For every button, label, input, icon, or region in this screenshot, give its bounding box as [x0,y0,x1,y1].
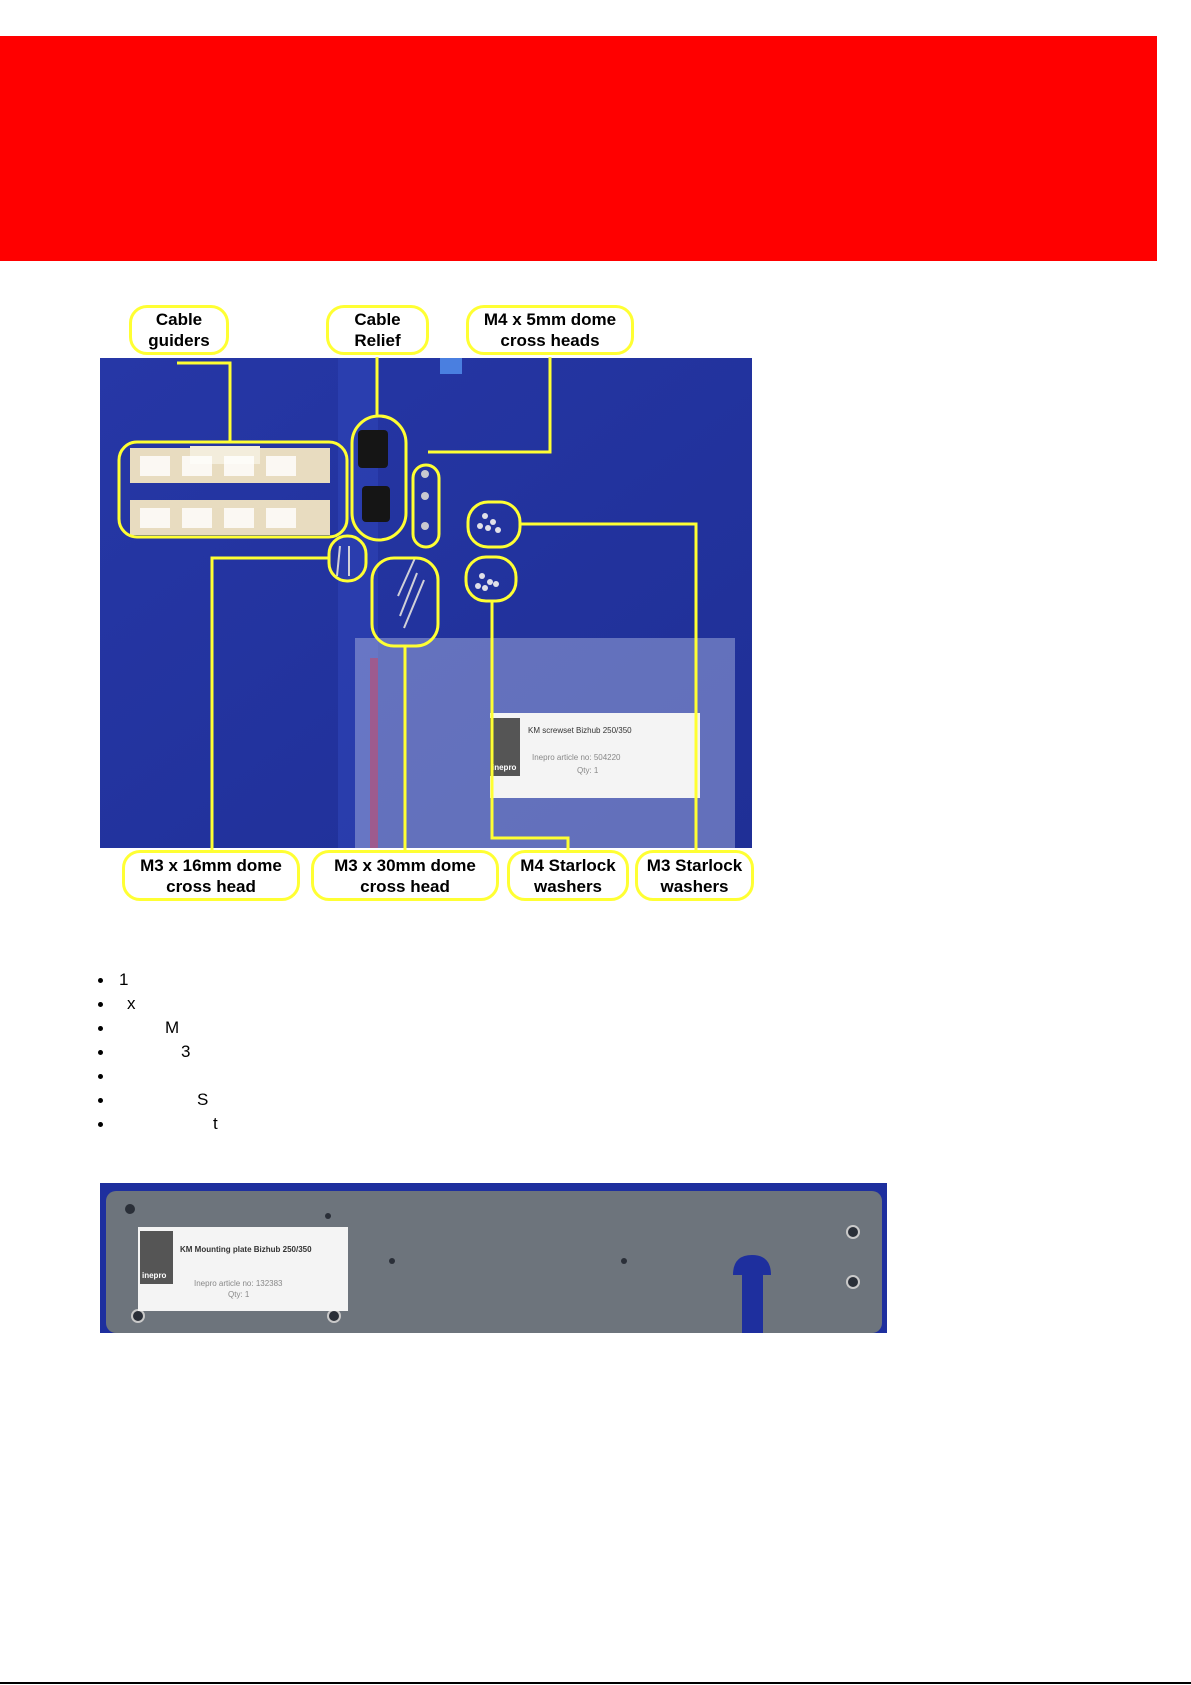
callout-m4-dome [466,305,634,355]
callout-line: M4 x 5mm dome [483,310,617,329]
list-item [95,1040,218,1064]
callout-line: Relief [354,331,401,350]
list-item [95,1088,218,1112]
list-item-text: t [213,1114,218,1133]
callout-cable-guiders [129,305,229,355]
bag-label-title: KM screwset Bizhub 250/350 [528,726,632,735]
callout-m3-30mm [311,850,499,901]
list-item [95,1064,218,1088]
callout-m4-starlock [507,850,629,901]
list-item [95,992,218,1016]
bag-label [490,713,700,798]
list-item-text: x [127,994,136,1013]
bullet-dot [98,978,103,983]
list-item-text: S [197,1090,209,1109]
callout-m3-16mm [122,850,300,901]
mounting-plate-art [100,1183,887,1333]
callout-line: M3 x 16mm dome [140,855,282,875]
bullet-dot [98,1122,103,1127]
screwset-photo [100,358,752,848]
callout-m3-starlock [635,850,754,901]
bullet-dot [98,1026,103,1031]
header-banner [0,36,1157,261]
callout-line: M3 Starlock [646,855,743,875]
plate-label-qty: Qty: 1 [228,1290,250,1299]
bullet-dot [98,1074,103,1079]
callout-line: cross head [166,876,256,896]
callout-line: washers [533,876,603,896]
callout-line: cross heads [500,331,600,350]
bullet-dot [98,1098,103,1103]
bag-label-qty: Qty: 1 [577,766,599,775]
bag-label-brand: inepro [492,763,517,772]
bullet-dot [98,1002,103,1007]
callout-line: washers [660,876,729,896]
callout-line: Cable [354,310,401,329]
callout-line: M3 x 30mm dome [334,855,476,875]
list-item-text: M [165,1018,180,1037]
plate-label-article: Inepro article no: 132383 [194,1279,283,1288]
plate-label-brand: inepro [142,1271,167,1280]
bag-label-article: Inepro article no: 504220 [532,753,621,762]
plate-label-title: KM Mounting plate Bizhub 250/350 [180,1245,312,1254]
list-item [95,968,218,992]
parts-bullet-list [95,968,218,1136]
list-item [95,1016,218,1040]
callout-line: cross head [360,876,450,896]
screwset-photo-art [100,358,752,848]
list-item-text: 3 [181,1042,191,1061]
bullet-dot [98,1050,103,1055]
footer-rule [0,1682,1191,1684]
callout-line: M4 Starlock [520,855,616,875]
list-item-text: 1 [119,970,129,989]
callout-line: Cable [155,310,203,329]
plate-label [138,1227,348,1311]
list-item [95,1112,218,1136]
callout-line: guiders [148,331,210,350]
callout-cable-relief [326,305,429,355]
mounting-plate-photo [100,1183,887,1333]
